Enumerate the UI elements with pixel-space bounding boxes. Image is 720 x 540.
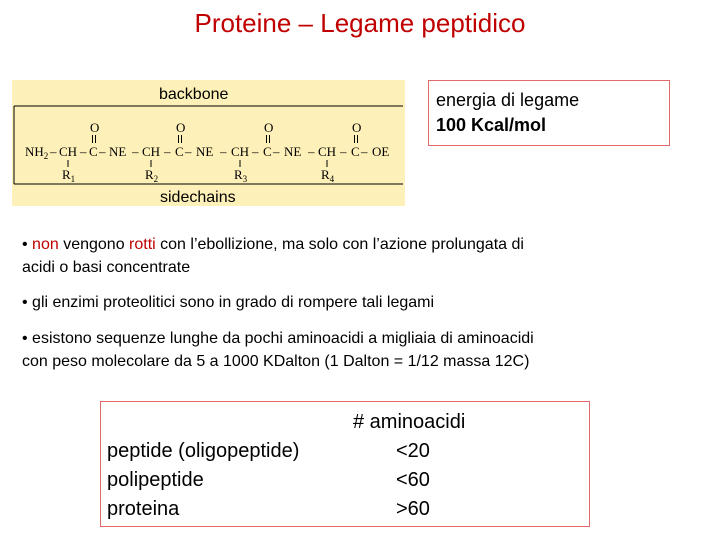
oxygen-1: O bbox=[90, 120, 100, 135]
alpha-carbon-2: CH bbox=[142, 144, 161, 159]
bond-energy-label: energia di legame bbox=[436, 90, 580, 110]
amino-acid-count-table bbox=[100, 401, 590, 527]
svg-text:–: – bbox=[132, 144, 139, 159]
carbonyl-carbon-1: C bbox=[89, 144, 98, 159]
table-header: # aminoacidi bbox=[353, 411, 466, 433]
amide-2: NE bbox=[196, 144, 214, 159]
sidechains-label: sidechains bbox=[160, 189, 236, 206]
row-name-polipeptide: polipeptide bbox=[107, 469, 204, 491]
side-chain-r2: $R_2$ bbox=[145, 167, 159, 184]
oxygen-4: O bbox=[352, 120, 362, 135]
svg-text:–: – bbox=[80, 144, 87, 159]
svg-text:–: – bbox=[308, 144, 315, 159]
alpha-carbon-3: CH bbox=[231, 144, 250, 159]
amino-terminus: $NH_2$ bbox=[25, 144, 49, 161]
row-value-peptide: <20 bbox=[396, 440, 430, 462]
row-value-proteina: >60 bbox=[396, 498, 430, 520]
alpha-carbon-1: CH bbox=[59, 144, 78, 159]
oxygen-3: O bbox=[264, 120, 274, 135]
bond-energy-value: 100 Kcal/mol bbox=[436, 115, 547, 135]
row-name-peptide: peptide (oligopeptide) bbox=[107, 440, 300, 462]
page-title: Proteine – Legame peptidico bbox=[194, 8, 526, 38]
carboxyl-terminus: OE bbox=[372, 144, 390, 159]
svg-text:–: – bbox=[361, 144, 368, 159]
alpha-carbon-4: CH bbox=[318, 144, 337, 159]
side-chain-r1: $R_1$ bbox=[62, 167, 76, 184]
svg-text:–: – bbox=[340, 144, 347, 159]
side-chain-r4: $R_4$ bbox=[321, 167, 335, 184]
oxygen-2: O bbox=[176, 120, 186, 135]
svg-text:–: – bbox=[252, 144, 259, 159]
row-value-polipeptide: <60 bbox=[396, 469, 430, 491]
peptide-bond-diagram bbox=[12, 80, 405, 206]
svg-text:–: – bbox=[99, 144, 106, 159]
amide-3: NE bbox=[284, 144, 302, 159]
svg-text:–: – bbox=[164, 144, 171, 159]
side-chain-r3: $R_3$ bbox=[234, 167, 248, 184]
svg-text:–: – bbox=[273, 144, 280, 159]
svg-text:–: – bbox=[50, 144, 57, 159]
peptide-chain-svg bbox=[12, 80, 405, 206]
bond-energy-box bbox=[428, 80, 670, 146]
backbone-label: backbone bbox=[159, 86, 229, 103]
bullet-heat-resistance: • non vengono rotti con l’ebollizione, ma solo con l’azione prolungata di acidi o basi concentrate bbox=[22, 236, 524, 276]
highlight-rotti: rotti bbox=[129, 236, 156, 253]
row-name-proteina: proteina bbox=[107, 498, 180, 520]
carbonyl-carbon-3: C bbox=[263, 144, 272, 159]
carbonyl-carbon-4: C bbox=[351, 144, 360, 159]
amide-1: NE bbox=[109, 144, 127, 159]
carbonyl-carbon-2: C bbox=[175, 144, 184, 159]
svg-text:–: – bbox=[185, 144, 192, 159]
bullet-proteolytic-enzymes: • gli enzimi proteolitici sono in grado di rompere tali legami bbox=[22, 294, 435, 311]
highlight-non: non bbox=[32, 236, 59, 253]
bullet-sequence-length: • esistono sequenze lunghe da pochi aminoacidi a migliaia di aminoacidi con peso molecolare da 5 a 1000 KDalton (1 Dalton = 1/12 massa 12C) bbox=[22, 330, 534, 370]
svg-text:–: – bbox=[220, 144, 227, 159]
